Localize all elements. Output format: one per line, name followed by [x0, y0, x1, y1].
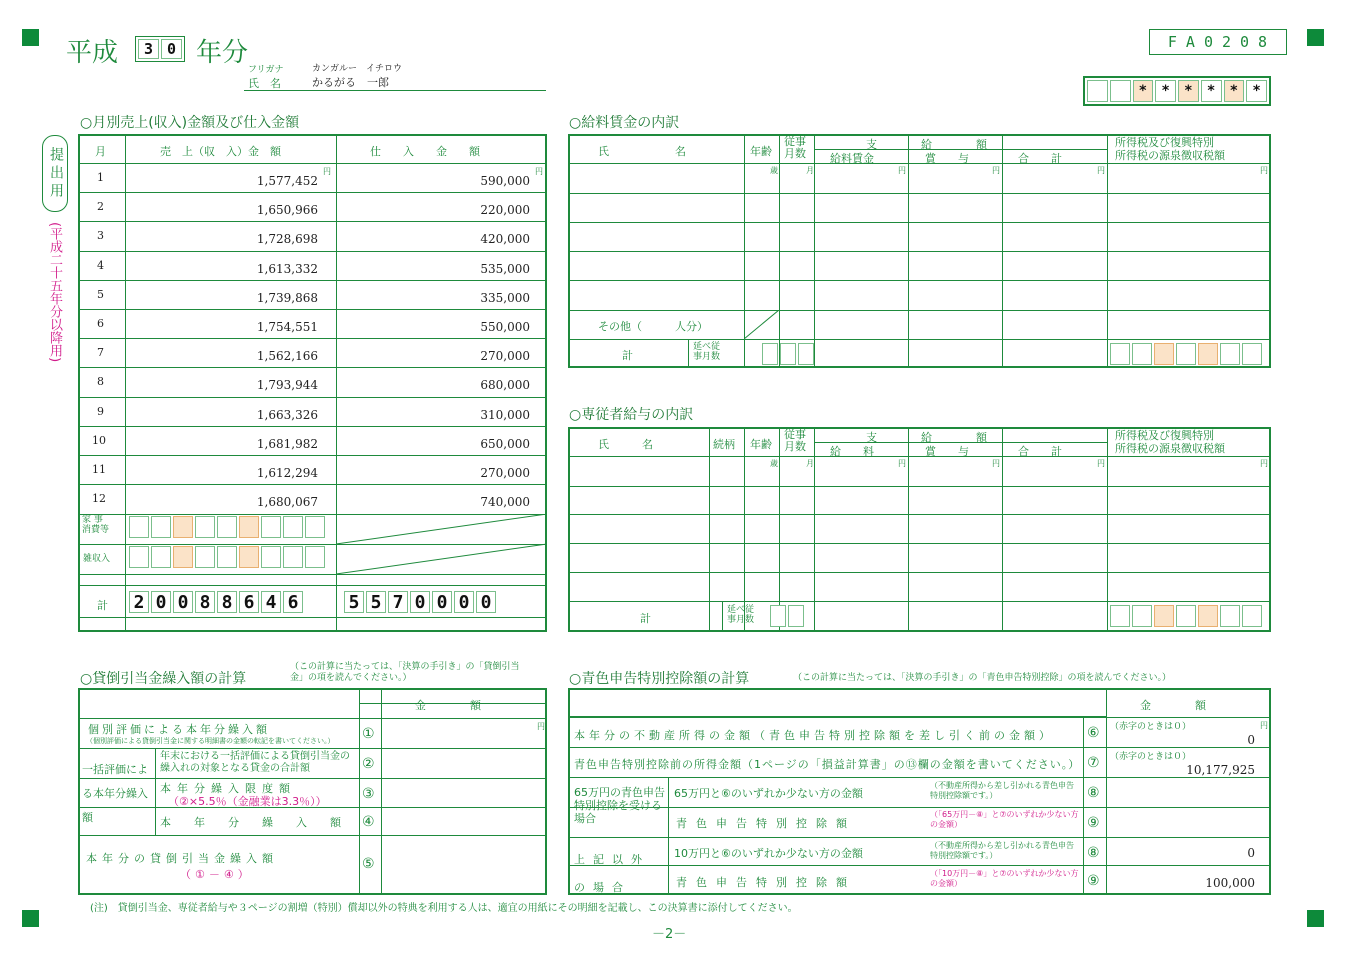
circled-number: ③	[362, 786, 375, 802]
grid-line	[79, 221, 546, 222]
circled-number: ⑦	[1087, 755, 1100, 771]
withholding-total-cell	[1220, 605, 1240, 627]
grid-line	[569, 280, 1270, 281]
yen-unit: 円	[537, 722, 545, 731]
home-use-cell	[195, 516, 215, 538]
col-sum: 合 計	[1018, 152, 1062, 165]
circled-number: ⑨	[1087, 815, 1100, 831]
purchase-amount: 550,000	[480, 320, 530, 334]
salary-total: 計	[622, 349, 633, 362]
circled-number: ⑥	[1087, 725, 1100, 741]
registration-mark	[1307, 910, 1324, 927]
misc-income-cell	[239, 546, 259, 568]
home-use-cell	[173, 516, 193, 538]
age-unit: 歳	[770, 459, 778, 468]
month-number: 12	[92, 492, 106, 506]
row6-value: 0	[1247, 733, 1255, 747]
total-sales-digit: 4	[261, 591, 281, 613]
total-sales-digit: 8	[217, 591, 237, 613]
group-other: 上記以外の場合	[574, 853, 650, 894]
grid-line	[79, 574, 546, 575]
masked-id-cell: *	[1133, 80, 1154, 102]
col-age: 年齢	[750, 438, 772, 451]
row7-label: 青色申告特別控除前の所得金額（1ページの「損益計算書」の⑬欄の金額を書いてください。）	[574, 758, 1081, 771]
masked-id-cell: *	[1178, 80, 1199, 102]
col-months: 従事 月数	[784, 135, 806, 160]
total-sales-digit: 6	[239, 591, 259, 613]
grid-line	[79, 426, 546, 427]
masked-id-cell	[1087, 80, 1108, 102]
grid-line	[569, 486, 1270, 487]
masked-id-box	[1083, 76, 1271, 106]
sales-amount: 1,663,326	[256, 407, 318, 422]
row9b-value: 100,000	[1205, 876, 1255, 890]
grid-line	[569, 572, 1270, 573]
grid-line	[569, 456, 1270, 457]
home-use-cell	[261, 516, 281, 538]
grid-line	[1107, 429, 1108, 630]
row6-note: （赤字のときは０）	[1110, 722, 1192, 732]
month-number: 5	[97, 287, 104, 301]
purchase-amount: 310,000	[480, 407, 530, 422]
total-purchase-digit: 0	[476, 591, 496, 613]
purchase-amount: 335,000	[480, 290, 530, 305]
year-suffix: 年分	[196, 38, 249, 68]
purchase-amount: 740,000	[480, 495, 530, 510]
masked-id-cell	[1110, 80, 1131, 102]
col-wage: 給 料	[830, 445, 874, 458]
masked-id-cell: *	[1155, 80, 1176, 102]
grid-line	[1002, 429, 1003, 630]
purchase-amount: 590,000	[480, 174, 530, 188]
grid-line	[569, 865, 1270, 866]
grid-line	[569, 717, 1270, 718]
bad-debt-title: ○貸倒引当金繰入額の計算	[80, 671, 247, 687]
month-number: 6	[97, 317, 104, 330]
extended-cell	[762, 343, 778, 365]
home-use-cell	[305, 516, 325, 538]
grid-line	[668, 777, 669, 894]
masked-id-cell: *	[1224, 80, 1245, 102]
row9a-label: 青色申告特別控除額	[676, 817, 856, 830]
home-use-cell	[239, 516, 259, 538]
name-underline	[244, 90, 546, 91]
col-bonus: 賞 与	[925, 445, 969, 458]
circled-number: ⑨	[1087, 873, 1100, 889]
other-row: その他（ 人分）	[598, 320, 708, 333]
grid-line	[744, 429, 745, 630]
extended-cell	[788, 605, 804, 627]
grid-line	[569, 807, 1270, 808]
withholding-total-cell	[1198, 343, 1218, 365]
grid-line	[569, 514, 1270, 515]
purchase-amount: 650,000	[480, 436, 530, 451]
yen-unit: 円	[992, 166, 1000, 175]
misc-income-cell	[283, 546, 303, 568]
month-number: 10	[92, 433, 106, 447]
total-sales-digit: 0	[151, 591, 171, 613]
sales-amount: 1,577,452	[256, 174, 318, 188]
col-relationship: 続柄	[713, 438, 735, 451]
sales-amount: 1,613,332	[256, 261, 318, 276]
extended-cell	[770, 605, 786, 627]
total-purchase-digit: 0	[432, 591, 452, 613]
grid-line	[79, 718, 546, 719]
sales-amount: 1,754,551	[256, 320, 318, 334]
row8b-sub: （不動産所得から差し引かれる青色申告特別控除額です。）	[930, 841, 1074, 860]
month-number: 9	[97, 404, 104, 418]
month-number: 3	[97, 229, 104, 243]
month-number: 7	[97, 346, 104, 360]
extended-cell	[780, 343, 796, 365]
row4-label: 本 年 分 繰 入 額	[160, 816, 347, 829]
col-month: 月	[95, 145, 106, 158]
col-pay: 支 給 額	[866, 431, 987, 444]
withholding-total-cell	[1176, 343, 1196, 365]
grid-line	[569, 222, 1270, 223]
grid-line	[79, 455, 546, 456]
total-purchase-digits	[344, 591, 498, 613]
name-label: 氏 名	[248, 77, 281, 90]
withholding-total-cell	[1154, 343, 1174, 365]
col-pay: 支 給 額	[866, 138, 987, 151]
group-label: 一括評価による本年分繰入額	[82, 763, 148, 824]
grid-line	[79, 251, 546, 252]
total-sales-digit: 2	[129, 591, 149, 613]
withholding-total-cell	[1132, 605, 1152, 627]
row9b-label: 青色申告特別控除額	[676, 876, 856, 889]
col-amount: 金 額	[1140, 699, 1206, 712]
total-purchase-digit: 0	[454, 591, 474, 613]
col-amount: 金 額	[415, 699, 481, 712]
withholding-total-cell	[1110, 605, 1130, 627]
salary-title: ○給料賃金の内訳	[569, 115, 680, 131]
blue-note: （この計算に当たっては、「決算の手引き」の「青色申告特別控除」の項を読んでください。）	[793, 673, 1172, 683]
month-number: 8	[97, 375, 104, 389]
col-months: 従事 月数	[784, 428, 806, 453]
col-sales: 売 上（収 入）金 額	[160, 145, 281, 158]
row7-value: 10,177,925	[1186, 763, 1255, 777]
withholding-total-cell	[1242, 343, 1262, 365]
year-digit: 0	[161, 39, 182, 59]
total-purchase-digit: 5	[366, 591, 386, 613]
row8b-label: 10万円と⑥のいずれか少ない方の金額	[674, 847, 863, 860]
grid-line	[1002, 340, 1003, 341]
total-sales-digits	[129, 591, 305, 613]
registration-mark	[22, 29, 39, 46]
purchase-amount: 680,000	[480, 378, 530, 393]
yen-unit: 円	[1260, 721, 1268, 730]
withholding-total-cell	[1242, 605, 1262, 627]
col-name: 氏 名	[598, 438, 653, 451]
misc-income-cell	[173, 546, 193, 568]
diagonal-line	[744, 310, 779, 339]
name-value: かるがる 一郎	[312, 76, 389, 89]
grid-line	[1106, 689, 1107, 894]
home-use-cell	[283, 516, 303, 538]
grid-line	[569, 310, 1270, 311]
grid-line	[569, 251, 1270, 252]
grid-line	[1083, 717, 1084, 894]
sales-amount: 1,793,944	[256, 378, 318, 393]
grid-line	[79, 309, 546, 310]
circled-number: ⑧	[1087, 785, 1100, 801]
yen-unit: 円	[1260, 459, 1268, 468]
row8a-sub: （不動産所得から差し引かれる青色申告特別控除額です。）	[930, 781, 1074, 800]
grid-line	[569, 193, 1270, 194]
grid-line	[688, 340, 689, 366]
purchase-amount: 220,000	[480, 203, 530, 218]
grid-line	[79, 585, 546, 586]
grid-line	[79, 617, 546, 618]
yen-unit: 円	[992, 459, 1000, 468]
col-age: 年齢	[750, 145, 772, 158]
yen-unit: 円	[1097, 459, 1105, 468]
grid-line	[79, 192, 546, 193]
masked-id-cell: *	[1246, 80, 1267, 102]
grid-line	[79, 367, 546, 368]
blue-title: ○青色申告特別控除額の計算	[569, 671, 750, 687]
registration-mark	[22, 910, 39, 927]
row1-sub: （個別評価による貸倒引当金に関する明細書の金額の転記を書いてください。）	[86, 737, 335, 745]
withholding-total-cell	[1198, 605, 1218, 627]
grid-line	[79, 748, 546, 749]
year-digit: 3	[138, 39, 159, 59]
grid-line	[79, 338, 546, 339]
grid-line	[569, 339, 1270, 340]
bad-debt-note: （この計算に当たっては、「決算の手引き」の「貸倒引当金」の項を読んでください。）	[290, 662, 520, 683]
family-title: ○専従者給与の内訳	[569, 407, 694, 423]
row3-label: 本年分繰入限度額	[160, 782, 296, 795]
row8b-value: 0	[1247, 846, 1255, 860]
row-home-use: 家 事 消費等	[82, 515, 110, 535]
circled-number: ④	[362, 814, 375, 830]
grid-line	[569, 837, 1270, 838]
row5-label: 本年分の貸倒引当金繰入額	[86, 852, 278, 865]
grid-line	[79, 397, 546, 398]
withholding-total-cell	[1132, 343, 1152, 365]
sales-amount: 1,681,982	[256, 436, 318, 451]
row3-sub: （②×5.5％（金融業は3.3％））	[168, 795, 327, 808]
grid-line	[79, 835, 546, 836]
grid-line	[155, 749, 156, 835]
sales-amount: 1,728,698	[256, 232, 318, 247]
col-withholding: 所得税及び復興特別 所得税の源泉徴収税額	[1115, 429, 1225, 455]
extended-cells	[762, 343, 816, 365]
withholding-total-cell	[1176, 605, 1196, 627]
purchase-amount: 535,000	[480, 261, 530, 276]
form-code: FA0208	[1149, 29, 1287, 55]
side-sub-label: (平成二十五年分以降用)	[47, 222, 62, 363]
home-use-cell	[151, 516, 171, 538]
row9b-sub: （「10万円－⑧」と⑦のいずれか少ない方の金額）	[930, 869, 1079, 888]
extended-cell	[798, 343, 814, 365]
extended-months: 延べ従 事月数	[693, 342, 721, 362]
misc-income-cell	[151, 546, 171, 568]
footer-note: (注) 貸倒引当金、専従者給与や３ページの割増（特別）償却以外の特典を利用する人は、適宜の用紙にその明細を記載し、この決算書に添付してください。	[90, 903, 798, 914]
grid-line	[79, 163, 546, 164]
month-number: 11	[92, 463, 106, 476]
furigana-value: カンガルー イチロウ	[312, 64, 403, 74]
registration-mark	[1307, 29, 1324, 46]
grid-line	[569, 716, 1106, 717]
row-misc-income: 雑収入	[83, 554, 111, 564]
total-purchase-digit: 0	[410, 591, 430, 613]
misc-income-cell	[195, 546, 215, 568]
sales-amount: 1,562,166	[256, 349, 318, 364]
row8a-label: 65万円と⑥のいずれか少ない方の金額	[674, 787, 863, 800]
col-withholding: 所得税及び復興特別 所得税の源泉徴収税額	[1115, 136, 1225, 162]
yen-unit: 円	[535, 167, 543, 176]
sales-amount: 1,650,966	[256, 203, 318, 218]
withholding-total-cell	[1110, 343, 1130, 365]
total-sales-digit: 8	[195, 591, 215, 613]
grid-line	[814, 429, 815, 630]
sales-title: ○月別売上(収入)金額及び仕入金額	[80, 115, 300, 131]
circled-number: ①	[362, 726, 375, 742]
withholding-total-cell	[1154, 605, 1174, 627]
sales-amount: 1,680,067	[256, 495, 318, 510]
era-label: 平成	[66, 38, 119, 68]
row1-label: 個別評価による本年分繰入額	[88, 723, 270, 736]
row5-sub: （①－④）	[180, 868, 253, 881]
col-sum: 合 計	[1018, 445, 1062, 458]
row-total: 計	[97, 599, 108, 612]
row9a-sub: （「65万円－⑧」と⑦のいずれか少ない方の金額）	[930, 810, 1079, 829]
purchase-amount: 420,000	[480, 232, 530, 247]
purchase-amount: 270,000	[480, 466, 530, 480]
withholding-total-cells	[1110, 343, 1264, 365]
withholding-total-cell	[1220, 343, 1240, 365]
row2-label: 年末における一括評価による貸倒引当金の繰入れの対象となる貸金の合計額	[160, 751, 350, 774]
col-wage: 給料賃金	[830, 152, 874, 165]
grid-line	[569, 543, 1270, 544]
grid-line	[569, 777, 1270, 778]
yen-unit: 円	[1097, 166, 1105, 175]
grid-line	[125, 135, 126, 631]
side-label: 提出用	[42, 135, 68, 212]
row6-label: 本年分の不動産所得の金額（青色申告特別控除額を差し引く前の金額）	[574, 729, 1054, 742]
month-number: 1	[97, 171, 104, 184]
year-box	[135, 36, 185, 62]
grid-line	[569, 601, 1270, 602]
purchase-amount: 270,000	[480, 349, 530, 364]
total-purchase-digit: 7	[388, 591, 408, 613]
grid-line	[79, 484, 546, 485]
grid-line	[79, 280, 546, 281]
month-unit: 月	[806, 459, 814, 468]
month-number: 2	[97, 200, 104, 214]
misc-income-cell	[217, 546, 237, 568]
grid-line	[722, 602, 723, 631]
row7-note: （赤字のときは０）	[1110, 752, 1192, 762]
group-65: 65万円の青色申告特別控除を受ける場合	[574, 786, 665, 825]
grid-line	[569, 747, 1270, 748]
grid-line	[569, 163, 1270, 164]
total-sales-digit: 0	[173, 591, 193, 613]
home-use-cell	[129, 516, 149, 538]
grid-line	[908, 429, 909, 630]
blank-diagonals	[336, 514, 547, 574]
misc-income-cell	[129, 546, 149, 568]
age-unit: 歳	[770, 166, 778, 175]
col-bonus: 賞 与	[925, 152, 969, 165]
extended-months: 延べ従 事月数	[727, 605, 755, 625]
masked-id-cell: *	[1201, 80, 1222, 102]
yen-unit: 円	[323, 167, 331, 176]
col-name: 氏 名	[598, 145, 686, 158]
page-number: －2－	[652, 927, 687, 942]
yen-unit: 円	[898, 166, 906, 175]
yen-unit: 円	[1260, 166, 1268, 175]
col-purchase: 仕 入 金 額	[370, 145, 480, 158]
family-total: 計	[640, 612, 651, 625]
sales-amount: 1,612,294	[256, 466, 318, 480]
sales-amount: 1,739,868	[256, 290, 318, 305]
circled-number: ⑤	[362, 856, 375, 872]
total-purchase-digit: 5	[344, 591, 364, 613]
misc-income-cell	[305, 546, 325, 568]
home-use-cell	[217, 516, 237, 538]
circled-number: ②	[362, 756, 375, 772]
withholding-total-cells	[1110, 605, 1264, 627]
yen-unit: 円	[898, 459, 906, 468]
month-number: 4	[97, 258, 104, 272]
grid-line	[779, 429, 780, 630]
misc-income-cell	[261, 546, 281, 568]
grid-line	[709, 429, 710, 630]
extended-cells	[770, 605, 806, 627]
circled-number: ⑧	[1087, 845, 1100, 861]
grid-line	[359, 689, 360, 894]
grid-line	[381, 689, 382, 894]
month-unit: 月	[806, 166, 814, 175]
total-sales-digit: 6	[283, 591, 303, 613]
furigana-label: フリガナ	[248, 65, 284, 75]
